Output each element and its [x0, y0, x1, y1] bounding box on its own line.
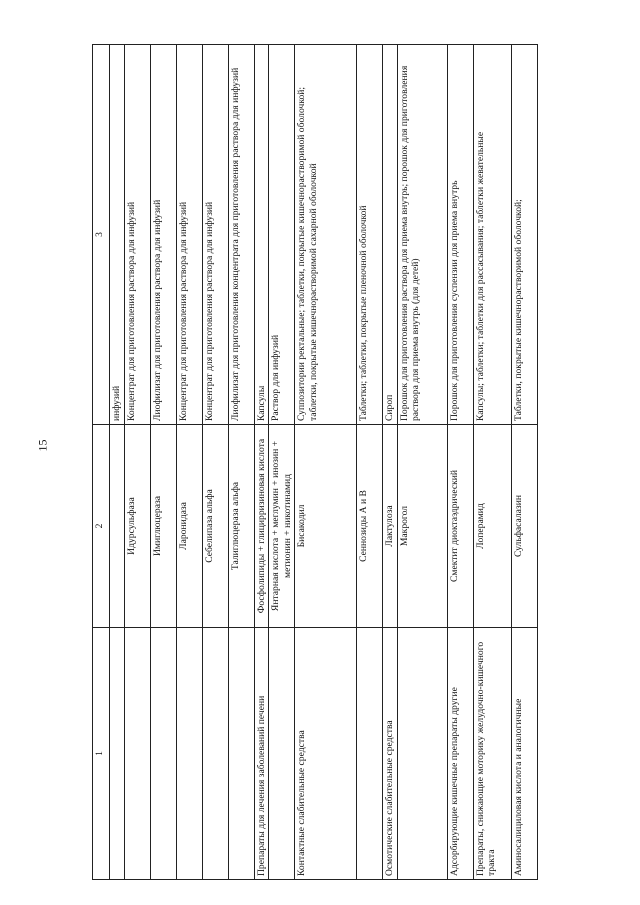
group-cell [150, 628, 176, 880]
group-cell: Осмотические слабительные средства [383, 628, 398, 880]
group-cell [357, 628, 383, 880]
drug-name-cell: Бисакодил [295, 425, 357, 628]
dosage-form-cell: Таблетки, покрытые кишечнорастворимой оболочкой; [511, 45, 537, 425]
dosage-form-cell: Концентрат для приготовления раствора для инфузий [124, 45, 150, 425]
table-row [202, 45, 228, 880]
table-row [511, 45, 537, 880]
drug-name-cell: Сеннозиды А и В [357, 425, 383, 628]
table-row [447, 45, 473, 880]
header-row [93, 45, 110, 880]
dosage-form-cell: Порошок для приготовления суспензии для приема внутрь [447, 45, 473, 425]
header-col-3: 3 [93, 45, 110, 425]
table-row [176, 45, 202, 880]
group-cell [269, 628, 295, 880]
drug-table [92, 44, 538, 880]
rotated-table-wrapper [92, 45, 547, 880]
table-row [397, 45, 447, 880]
header-col-1: 1 [93, 628, 110, 880]
dosage-form-cell: Порошок для приготовления раствора для приема внутрь; порошок для приготовления раствора для приема внутрь (для детей) [397, 45, 447, 425]
group-cell [202, 628, 228, 880]
dosage-form-cell: Концентрат для приготовления раствора для инфузий [176, 45, 202, 425]
table-row [254, 45, 269, 880]
group-cell: Контактные слабительные средства [295, 628, 357, 880]
dosage-form-cell: инфузий [110, 45, 125, 425]
dosage-form-cell: Лиофилизат для приготовления концентрата для приготовления раствора для инфузий [228, 45, 254, 425]
dosage-form-cell: Капсулы; таблетки; таблетки для рассасывания; таблетки жевательные [473, 45, 511, 425]
group-cell: Препараты, снижающие моторику желудочно-кишечного тракта [473, 628, 511, 880]
drug-name-cell: Смектит диоктаэдрический [447, 425, 473, 628]
dosage-form-cell: Сироп [383, 45, 398, 425]
group-cell: Адсорбирующие кишечные препараты другие [447, 628, 473, 880]
table-row [269, 45, 295, 880]
table-row [150, 45, 176, 880]
table-row [357, 45, 383, 880]
drug-name-cell: Ларонидаза [176, 425, 202, 628]
drug-name-cell: Имиглюцераза [150, 425, 176, 628]
dosage-form-cell: Концентрат для приготовления раствора для инфузий [202, 45, 228, 425]
drug-name-cell: Сульфасалазин [511, 425, 537, 628]
dosage-form-cell: Суппозитории ректальные; таблетки, покрытые кишечнорастворимой оболочкой; таблетки, покрытые кишечнорастворимой сахарной оболочкой [295, 45, 357, 425]
drug-name-cell: Лактулоза [383, 425, 398, 628]
table-row [228, 45, 254, 880]
dosage-form-cell: Раствор для инфузий [269, 45, 295, 425]
drug-name-cell: Идурсульфаза [124, 425, 150, 628]
drug-name-cell: Талиглюцераза альфа [228, 425, 254, 628]
group-cell [176, 628, 202, 880]
drug-name-cell [110, 425, 125, 628]
drug-name-cell: Макрогол [397, 425, 447, 628]
drug-name-cell: Янтарная кислота + меглумин + инозин + метионин + никотинамид [269, 425, 295, 628]
table-row [383, 45, 398, 880]
dosage-form-cell: Таблетки; таблетки, покрытые пленочной оболочкой [357, 45, 383, 425]
drug-name-cell: Лоперамид [473, 425, 511, 628]
dosage-form-cell: Капсулы [254, 45, 269, 425]
table-row [295, 45, 357, 880]
table-row [124, 45, 150, 880]
table-row [110, 45, 125, 880]
page-number: 15 [35, 439, 50, 452]
group-cell [110, 628, 125, 880]
dosage-form-cell: Лиофилизат для приготовления раствора для инфузий [150, 45, 176, 425]
group-cell [397, 628, 447, 880]
group-cell [228, 628, 254, 880]
group-cell [124, 628, 150, 880]
drug-name-cell: Фосфолипиды + глицирризиновая кислота [254, 425, 269, 628]
header-col-2: 2 [93, 425, 110, 628]
group-cell: Препараты для лечения заболеваний печени [254, 628, 269, 880]
group-cell: Аминосалициловая кислота и аналогичные [511, 628, 537, 880]
drug-name-cell: Себелипаза альфа [202, 425, 228, 628]
table-row [473, 45, 511, 880]
